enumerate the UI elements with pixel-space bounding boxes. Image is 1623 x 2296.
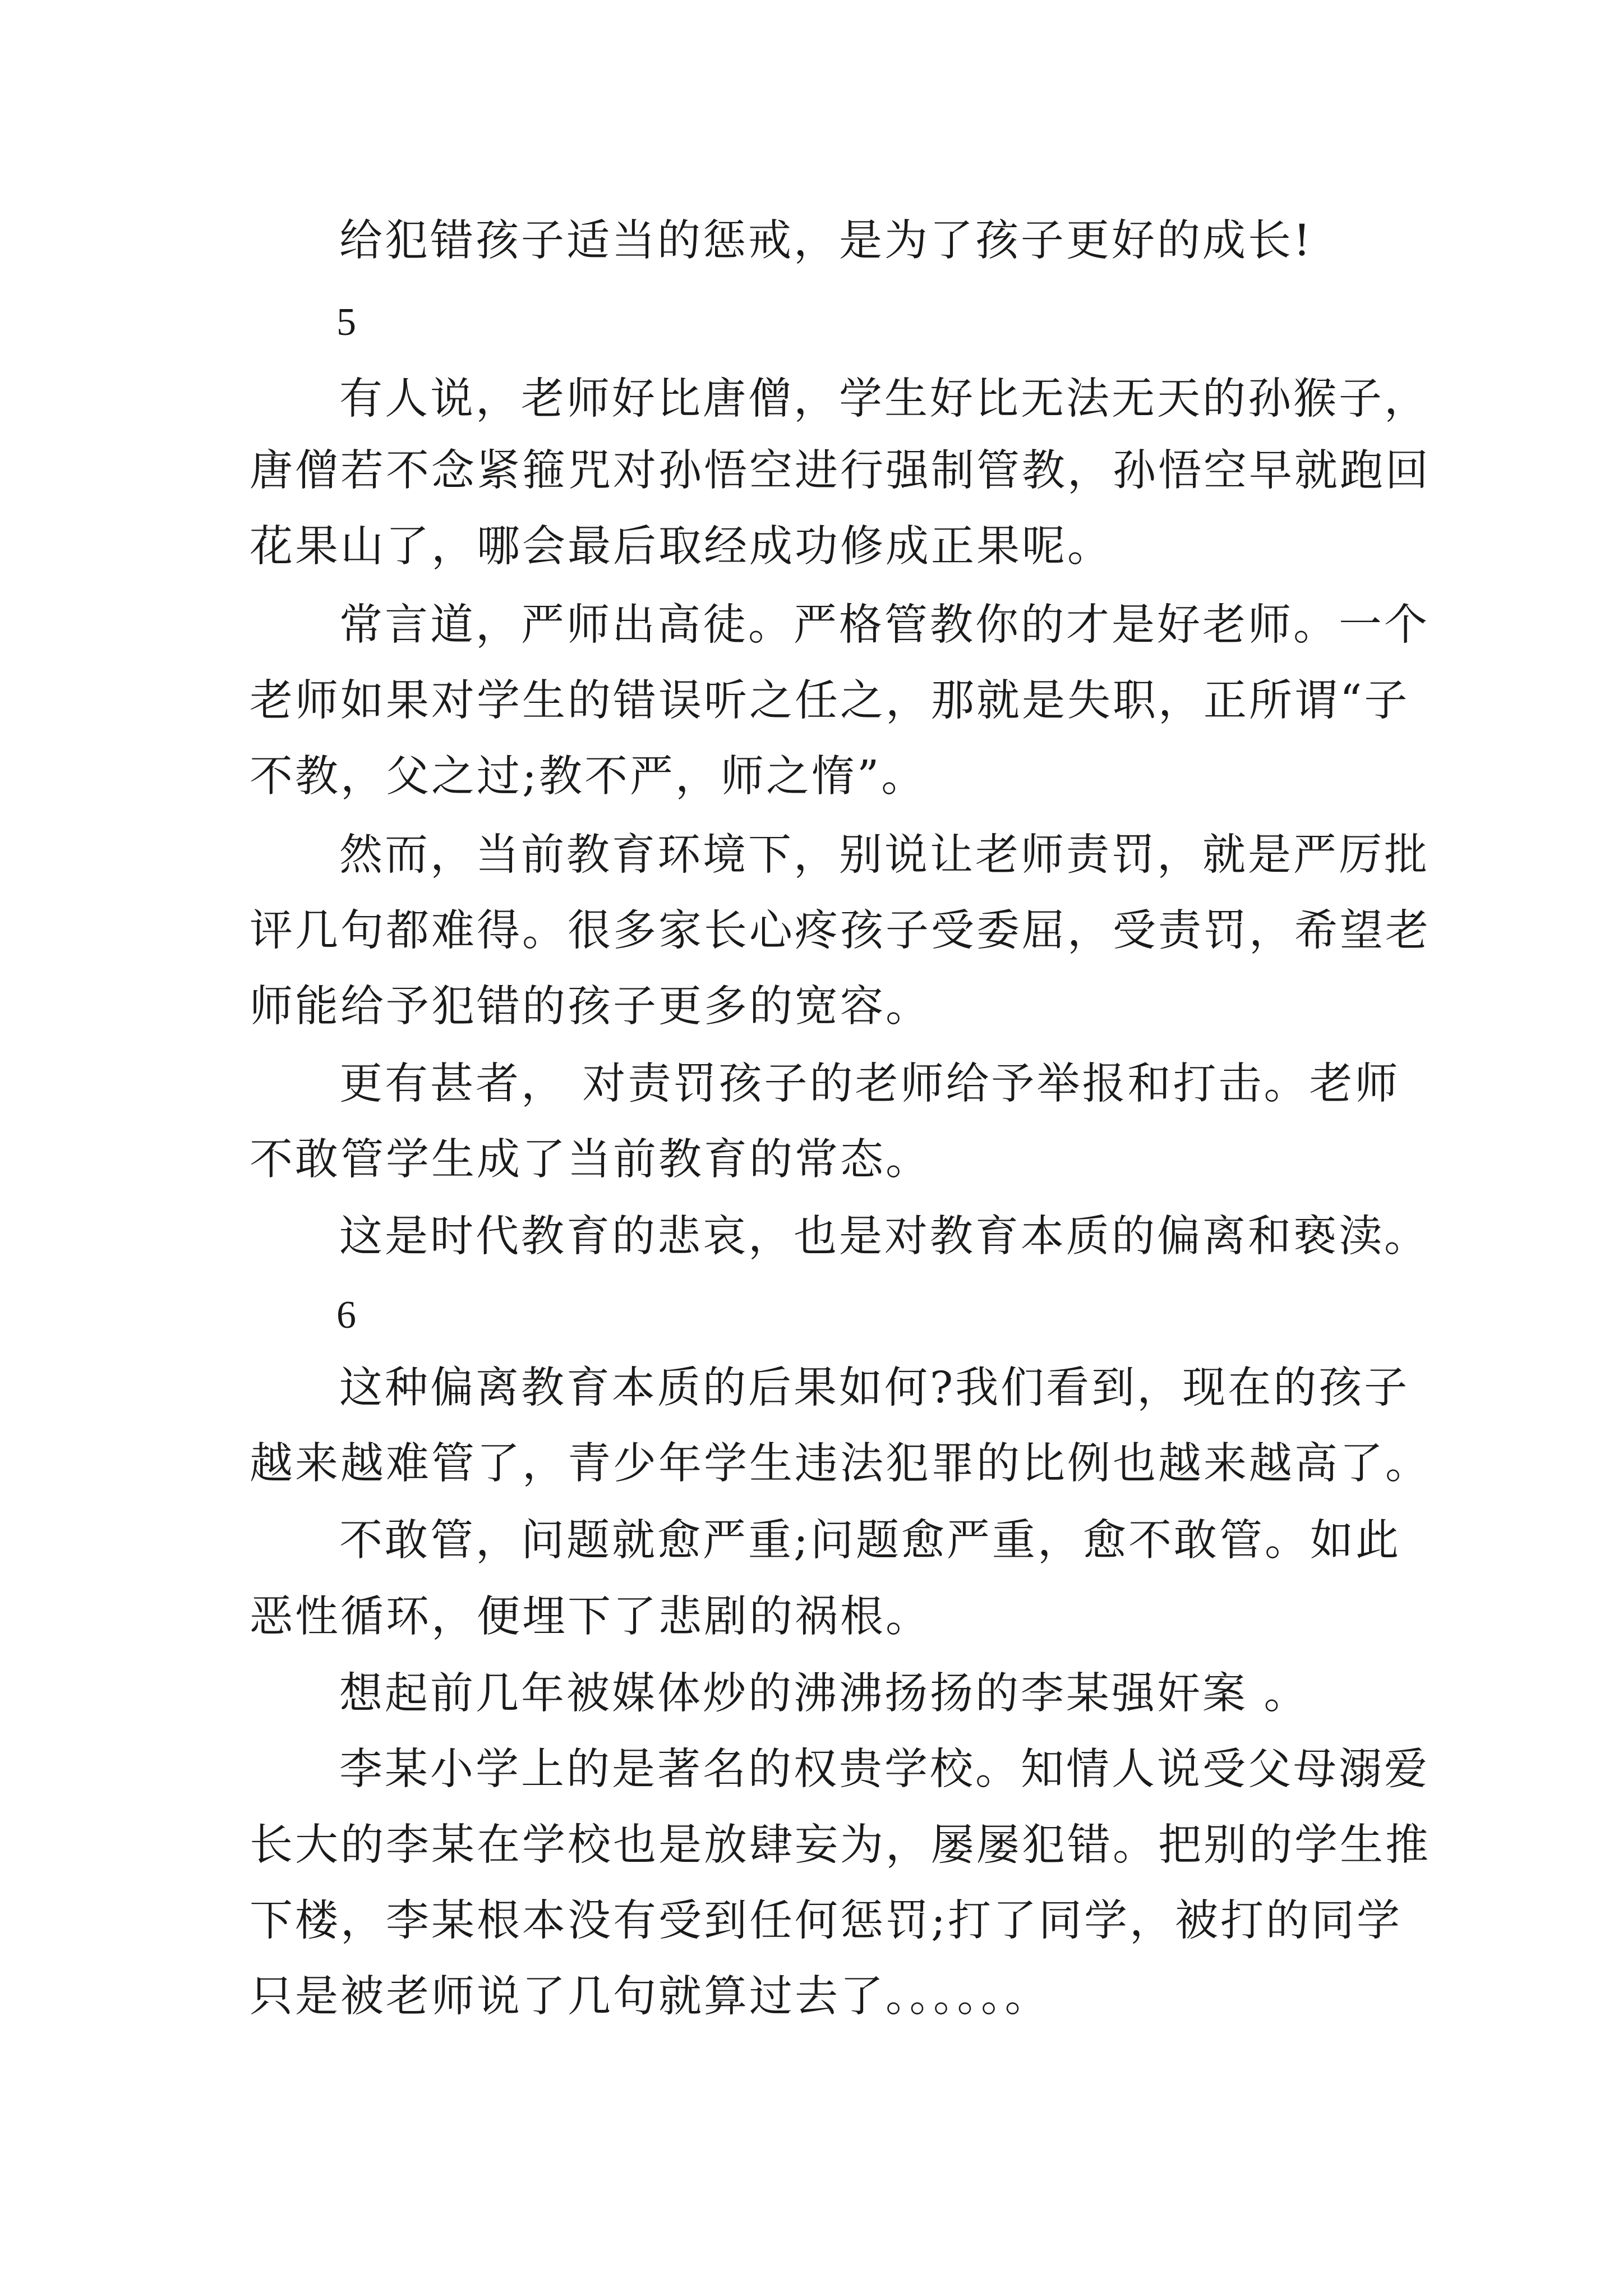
paragraph-line: 有人说，老师好比唐僧，学生好比无法无天的孙猴子，: [339, 374, 1430, 424]
paragraph-line: 不教，父之过;教不严，师之惰”。: [250, 752, 927, 802]
paragraph-line: 评几句都难得。很多家长心疼孩子受委屈，受责罚，希望老: [250, 906, 1431, 956]
paragraph-line: 老师如果对学生的错误听之任之，那就是失职，正所谓“子: [250, 676, 1410, 726]
paragraph-line: 不敢管学生成了当前教育的常态。: [250, 1135, 931, 1185]
paragraph-line: 不敢管，问题就愈严重;问题愈严重，愈不敢管。如此: [339, 1516, 1401, 1566]
paragraph-line: 然而，当前教育环境下，别说让老师责罚，就是严厉批: [339, 830, 1430, 880]
paragraph-line: 更有甚者， 对责罚孩子的老师给予举报和打击。老师: [339, 1059, 1400, 1109]
paragraph-line: 师能给予犯错的孩子更多的宽容。: [250, 982, 931, 1032]
paragraph-line: 只是被老师说了几句就算过去了。。。。。。: [250, 1972, 1050, 2022]
section-number: 5: [336, 301, 358, 344]
paragraph-line: 李某小学上的是著名的权贵学校。知情人说受父母溺爱: [339, 1745, 1430, 1795]
paragraph-line: 给犯错孩子适当的惩戒，是为了孩子更好的成长!: [339, 216, 1313, 266]
paragraph-line: 常言道，严师出高徒。严格管教你的才是好老师。一个: [339, 600, 1430, 650]
paragraph-line: 花果山了，哪会最后取经成功修成正果呢。: [250, 522, 1113, 572]
paragraph-line: 越来越难管了，青少年学生违法犯罪的比例也越来越高了。: [250, 1439, 1431, 1489]
paragraph-line: 下楼，李某根本没有受到任何惩罚;打了同学，被打的同学: [250, 1896, 1402, 1946]
paragraph-line: 长大的李某在学校也是放肆妄为，屡屡犯错。把别的学生推: [250, 1820, 1431, 1870]
paragraph-line: 这种偏离教育本质的后果如何?我们看到，现在的孩子: [339, 1363, 1410, 1413]
paragraph-line: 唐僧若不念紧箍咒对孙悟空进行强制管教，孙悟空早就跑回: [250, 446, 1431, 496]
section-number: 6: [336, 1294, 358, 1337]
paragraph-line: 这是时代教育的悲哀，也是对教育本质的偏离和亵渎。: [339, 1212, 1430, 1262]
paragraph-line: 恶性循环，便埋下了悲剧的祸根。: [250, 1592, 931, 1642]
paragraph-line: 想起前几年被媒体炒的沸沸扬扬的李某强奸案 。: [339, 1669, 1310, 1719]
